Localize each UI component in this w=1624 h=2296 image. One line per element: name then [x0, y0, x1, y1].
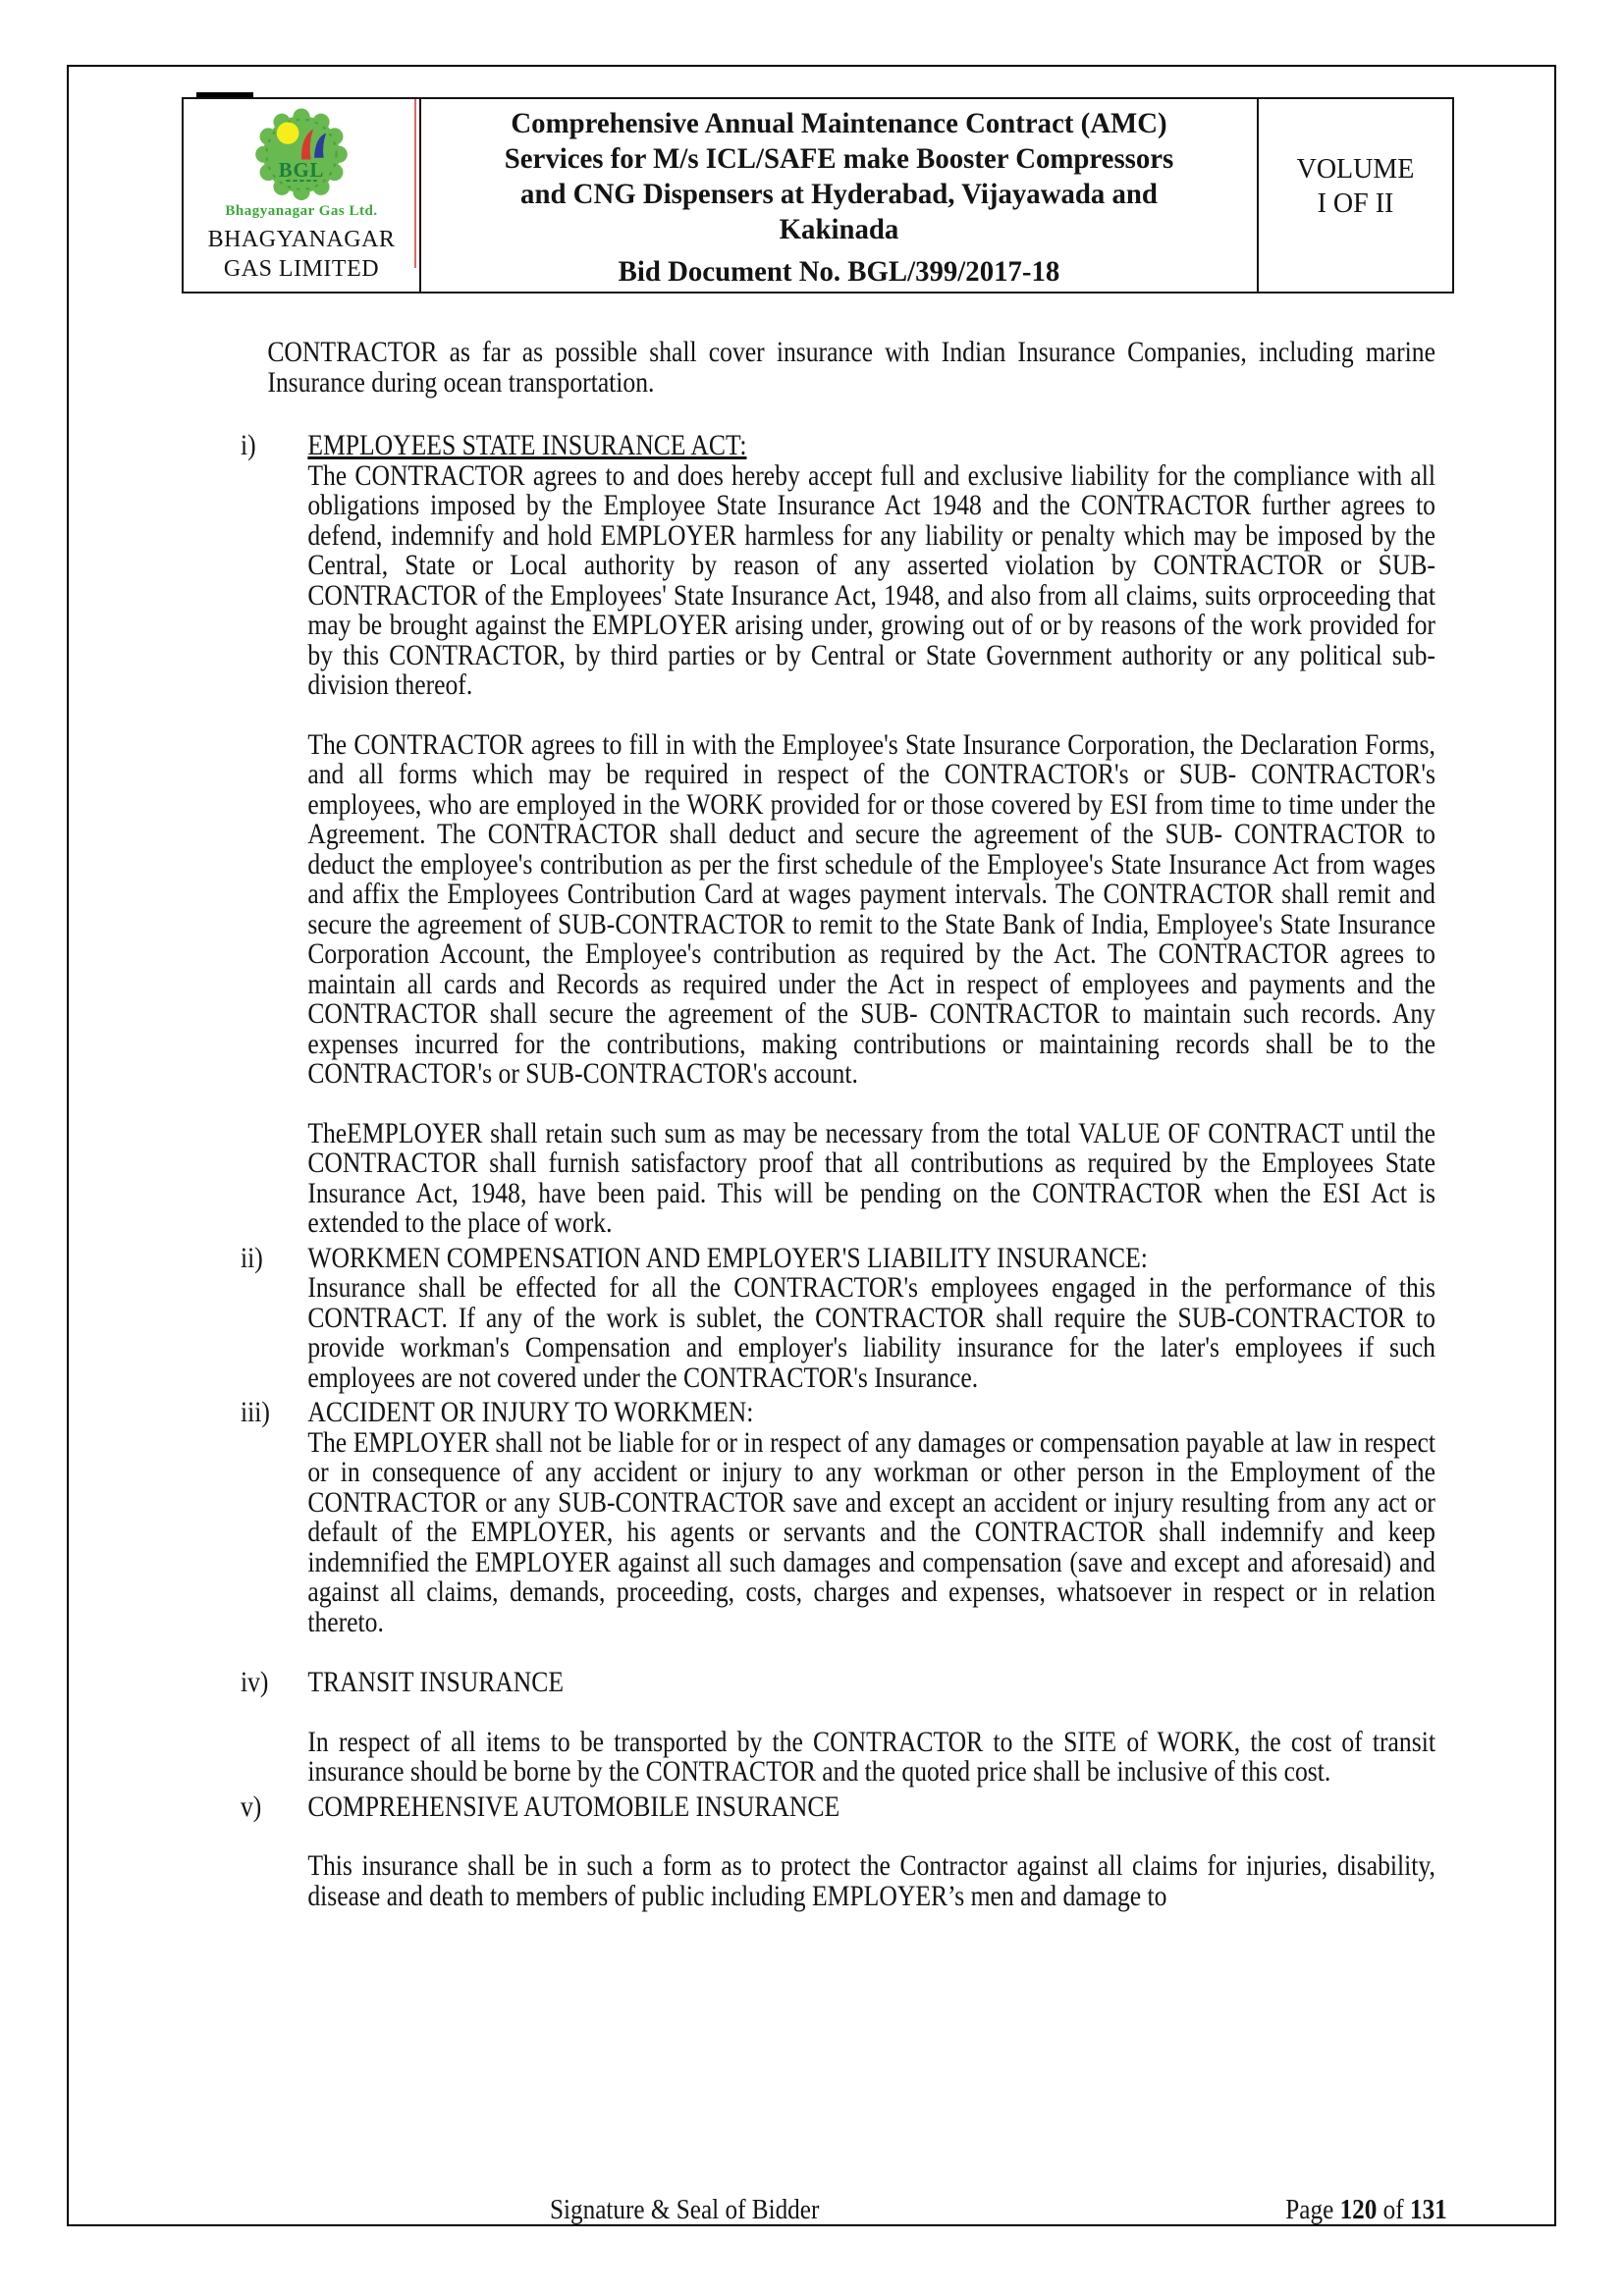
document-title-cell: [421, 99, 1259, 292]
paragraph: In respect of all items to be transported by the CONTRACTOR to the SITE of WORK, the cost of transit insurance should be borne by the CONTRACTOR and the quoted price shall be inclusive of this cost.: [307, 1725, 1435, 1788]
bgl-logo: [250, 105, 352, 207]
paragraph: Insurance shall be effected for all the CONTRACTOR's employees engaged in the performance of this CONTRACT. If any of the work is sublet, the CONTRACTOR shall require the SUB-CONTRACTOR to provide workman's Compensation and employer's liability insurance for the later's employees if such employees are not covered under the CONTRACTOR's Insurance.: [307, 1271, 1435, 1394]
doc-title-line: Kakinada: [779, 213, 899, 245]
page-current: 120: [1339, 2195, 1378, 2225]
doc-title-line: Comprehensive Annual Maintenance Contract (AMC): [511, 107, 1167, 139]
doc-title-line: and CNG Dispensers at Hyderabad, Vijayawada and: [520, 178, 1158, 210]
page-sep: of: [1382, 2195, 1404, 2225]
volume-line2: I OF II: [1317, 188, 1394, 219]
section-employees-state-insurance: [241, 431, 1435, 1239]
section-label: v): [241, 1789, 262, 1823]
section-heading: TRANSIT INSURANCE: [307, 1666, 565, 1698]
volume-cell: [1259, 99, 1452, 292]
paragraph: TheEMPLOYER shall retain such sum as may be necessary from the total VALUE OF CONTRACT until the CONTRACTOR shall furnish satisfactory proof that all contributions as required by the Employees State Insurance Act, 1948, have been paid. This will be pending on the CONTRACTOR when the ESI Act is extended to the place of work.: [307, 1116, 1435, 1239]
paragraph: This insurance shall be in such a form as to protect the Contractor against all claims for injuries, disability, disease and death to members of public including EMPLOYER’s men and damage to: [307, 1849, 1435, 1912]
logo-sun-icon: [277, 122, 299, 144]
section-heading: COMPREHENSIVE AUTOMOBILE INSURANCE: [307, 1789, 840, 1823]
section-heading: WORKMEN COMPENSATION AND EMPLOYER'S LIABILITY INSURANCE:: [307, 1241, 1148, 1274]
section-accident-or-injury: [241, 1398, 1435, 1637]
logo-bgl-text: BGL: [278, 158, 325, 182]
doc-title-line: Services for M/s ICL/SAFE make Booster Compressors: [504, 142, 1174, 175]
section-label: i): [241, 429, 256, 461]
volume-line1: VOLUME: [1296, 154, 1415, 185]
page-label: Page: [1285, 2195, 1334, 2225]
paragraph: The CONTRACTOR agrees to fill in with the Employee's State Insurance Corporation, the Declaration Forms, and all forms which may be required in respect of the CONTRACTOR's or SUB- CONTRACTOR's employees, who are employed in the WORK provided for or those covered by ESI from time to time under the Agreement. The CONTRACTOR shall deduct and secure the agreement of the SUB- CONTRACTOR to deduct the employee's contribution as per the first schedule of the Employee's State Insurance Act from wages and affix the Employees Contribution Card at wages payment intervals. The CONTRACTOR shall remit and secure the agreement of SUB-CONTRACTOR to remit to the State Bank of India, Employee's State Insurance Corporation Account, the Employee's contribution as required by the Act. The CONTRACTOR agrees to maintain all cards and Records as required under the Act in respect of employees and payments and the CONTRACTOR shall secure the agreement of the SUB- CONTRACTOR to maintain such records. Any expenses incurred for the contributions, making contributions or maintaining records shall be to the CONTRACTOR's or SUB-CONTRACTOR's account.: [307, 727, 1435, 1090]
header-table: [182, 97, 1454, 294]
section-label: iv): [241, 1666, 269, 1698]
logo-caption: Bhagyanagar Gas Ltd.: [225, 203, 378, 219]
company-logo-cell: [184, 99, 421, 292]
paragraph: The CONTRACTOR agrees to and does hereby accept full and exclusive liability for the compliance with all obligations imposed by the Employee State Insurance Act 1948 and the CONTRACTOR further agrees to defend, indemnify and hold EMPLOYER harmless for any liability or penalty which may be imposed by the Central, State or Local authority by reason of any asserted violation by CONTRACTOR or SUB-CONTRACTOR of the Employees' State Insurance Act, 1948, and also from all claims, suits orproceeding that may be brought against the EMPLOYER arising under, growing out of or by reasons of the work provided for by this CONTRACTOR, by third parties or by Central or State Government authority or any political sub-division thereof.: [307, 458, 1435, 701]
section-heading: EMPLOYEES STATE INSURANCE ACT:: [307, 429, 747, 461]
company-name-line2: GAS LIMITED: [223, 256, 380, 282]
section-transit-insurance: [241, 1668, 1435, 1788]
section-label: ii): [241, 1241, 263, 1274]
section-workmen-compensation: [241, 1241, 1435, 1394]
section-heading: ACCIDENT OR INJURY TO WORKMEN:: [307, 1396, 754, 1428]
page-total: 131: [1410, 2195, 1447, 2225]
document-body: [241, 338, 1435, 1911]
page-indicator: [1286, 2195, 1447, 2226]
intro-paragraph: CONTRACTOR as far as possible shall cover insurance with Indian Insurance Companies, including marine Insurance during ocean transportation.: [267, 336, 1435, 399]
signature-label: Signature & Seal of Bidder: [550, 2195, 820, 2225]
section-comprehensive-automobile-insurance: [241, 1789, 1435, 1912]
company-name-line1: BHAGYANAGAR: [207, 227, 396, 252]
bid-document-number: Bid Document No. BGL/399/2017-18: [618, 255, 1060, 288]
company-name: [208, 225, 396, 284]
paragraph: The EMPLOYER shall not be liable for or in respect of any damages or compensation payable at law in respect or in consequence of any accident or injury to any workman or other person in the Employment of the CONTRACTOR or any SUB-CONTRACTOR save and except an accident or injury resulting from any act or default of the EMPLOYER, his agents or servants and the CONTRACTOR shall indemnify and keep indemnified the EMPLOYER against all such damages and compensation (save and except and aforesaid) and against all claims, demands, proceeding, costs, charges and expenses, whatsoever in respect or in relation thereto.: [307, 1425, 1435, 1638]
section-label: iii): [241, 1396, 270, 1428]
scan-artifact-red-line: [414, 99, 416, 268]
